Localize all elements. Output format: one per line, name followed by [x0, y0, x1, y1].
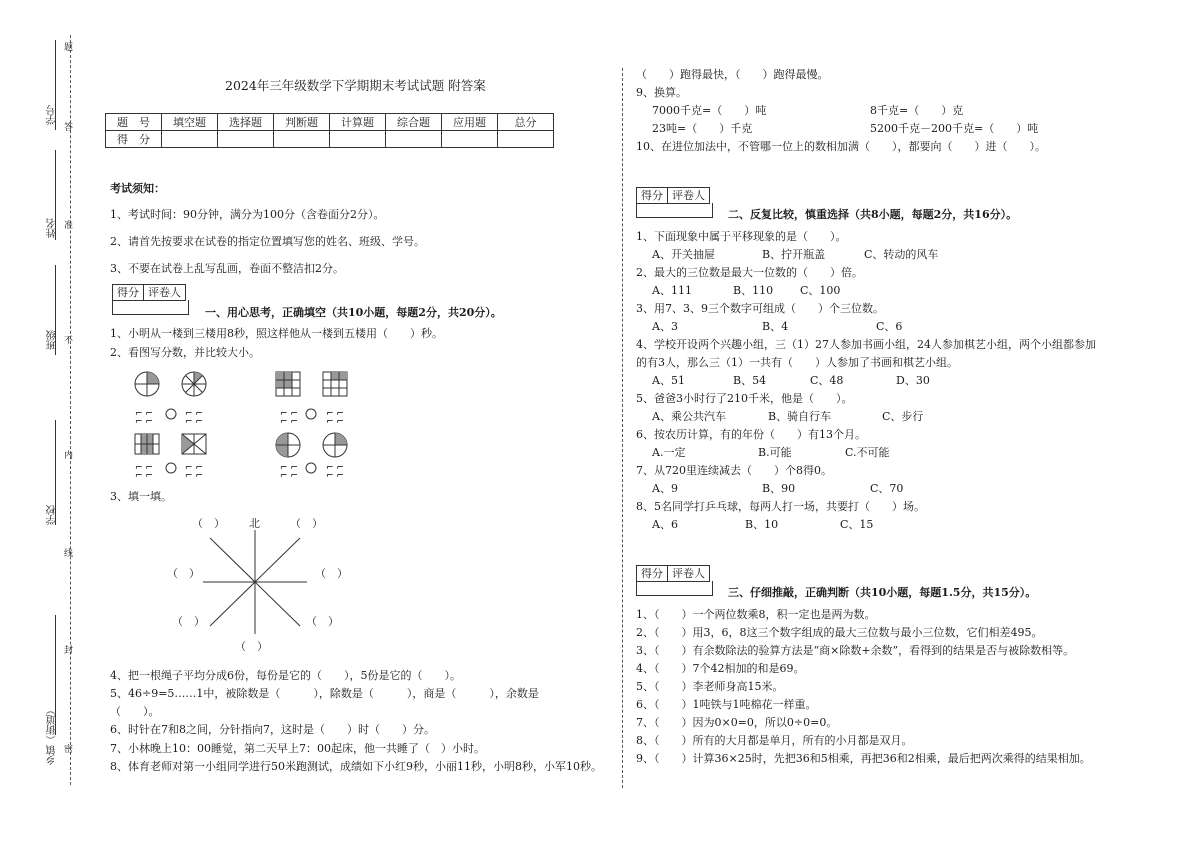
question-1-9: 9、换算。 — [636, 86, 687, 99]
fraction-grid-figure — [135, 434, 159, 454]
grader-box-input[interactable] — [636, 581, 713, 596]
conversion-item: 23吨=（ ）千克 — [652, 122, 753, 135]
grader-reviewer-label: 评卷人 — [148, 286, 181, 299]
svg-text:⌐ ⌐: ⌐ ⌐ — [185, 471, 203, 481]
grader-box-input[interactable] — [112, 300, 189, 315]
choice-option: A、9 — [652, 482, 678, 495]
choice-option: C、48 — [810, 374, 844, 387]
choice-question: 6、按农历计算，有的年份（ ）有13个月。 — [636, 428, 866, 441]
choice-question: 1、下面现象中属于平移现象的是（ ）。 — [636, 230, 847, 243]
compass-blank-ne: （ ） — [290, 517, 323, 530]
choice-question: 3、用7、3、9三个数字可组成（ ）个三位数。 — [636, 302, 884, 315]
compare-blanks — [135, 463, 344, 481]
choice-option: A、3 — [652, 320, 678, 333]
choice-option: B、54 — [733, 374, 767, 387]
svg-text:⌐ ⌐: ⌐ ⌐ — [135, 409, 153, 419]
grader-reviewer-label: 评卷人 — [672, 567, 705, 580]
page-divider — [622, 68, 623, 788]
score-header-cell: 综合题 — [386, 114, 442, 131]
compass-blank-s: （ ） — [235, 640, 268, 653]
label-school: 学校 — [47, 505, 58, 525]
score-table-score-row — [106, 131, 554, 148]
choice-option: B、90 — [762, 482, 796, 495]
compass-blank-e: （ ） — [315, 567, 348, 580]
judge-item: 7、（ ）因为0×0=0，所以0÷0=0。 — [636, 716, 838, 729]
svg-text:⌐ ⌐: ⌐ ⌐ — [326, 471, 344, 481]
score-input-cell[interactable] — [498, 131, 554, 148]
fraction-circle-figure — [276, 433, 300, 457]
choice-option: B、110 — [733, 284, 774, 297]
score-header-cell: 判断题 — [274, 114, 330, 131]
choice-option: A、乘公共汽车 — [652, 410, 726, 423]
fraction-circle-figure — [135, 372, 159, 396]
question-1-1: 1、小明从一楼到三楼用8秒，照这样他从一楼到五楼用（ ）秒。 — [110, 327, 443, 340]
margin-char-da: 答 — [64, 123, 74, 133]
choice-option: B、骑自行车 — [768, 410, 832, 423]
judge-item: 5、（ ）李老师身高15米。 — [636, 680, 784, 693]
notice-item: 2、请首先按要求在试卷的指定位置填写您的姓名、班级、学号。 — [110, 235, 425, 248]
question-1-7: 7、小林晚上10：00睡觉，第二天早上7：00起床，他一共睡了（ ）小时。 — [110, 742, 485, 755]
grader-box — [636, 565, 710, 582]
margin-char-ti: 题 — [64, 43, 74, 53]
question-1-10: 10、在进位加法中，不管哪一位上的数相加满（ ），都要向（ ）进（ ）。 — [636, 140, 1046, 153]
score-header-cell: 选择题 — [218, 114, 274, 131]
choice-option: A、开关抽屉 — [652, 248, 715, 261]
question-1-2: 2、看图写分数，并比较大小。 — [110, 346, 260, 359]
margin-char-mi: 密 — [64, 745, 74, 755]
judge-item: 9、（ ）计算36×25时，先把36和5相乘，再把36和2相乘，最后把两次乘得的结果相加。 — [636, 752, 1091, 765]
conversion-item: 5200千克－200千克=（ ）吨 — [870, 122, 1039, 135]
question-1-8-cont: （ ）跑得最快，（ ）跑得最慢。 — [636, 68, 829, 81]
choice-option: B.可能 — [758, 446, 792, 459]
score-header-cell: 总分 — [498, 114, 554, 131]
choice-option: C、70 — [870, 482, 904, 495]
svg-text:⌐ ⌐: ⌐ ⌐ — [135, 463, 153, 473]
label-student-id: 学号 — [47, 105, 58, 125]
svg-text:⌐ ⌐: ⌐ ⌐ — [135, 417, 153, 427]
score-input-cell[interactable] — [162, 131, 218, 148]
fraction-circle-figure — [182, 372, 206, 396]
fraction-rect-figure — [182, 434, 206, 454]
score-input-cell[interactable] — [330, 131, 386, 148]
question-1-5-cont: （ ）。 — [110, 705, 160, 718]
choice-option: C、6 — [876, 320, 903, 333]
svg-text:⌐ ⌐: ⌐ ⌐ — [326, 409, 344, 419]
choice-option: C.不可能 — [845, 446, 890, 459]
score-input-cell[interactable] — [386, 131, 442, 148]
fraction-grid-figure — [276, 372, 300, 396]
compass-blank-nw: （ ） — [192, 517, 225, 530]
label-name: 姓名 — [47, 218, 58, 238]
grader-score-label: 得分 — [637, 188, 668, 203]
judge-item: 4、（ ）7个42相加的和是69。 — [636, 662, 805, 675]
choice-option: B、拧开瓶盖 — [762, 248, 826, 261]
score-header-cell: 题 号 — [106, 114, 162, 131]
question-1-8: 8、体育老师对第一小组同学进行50米跑测试，成绩如下小红9秒，小丽11秒，小明8秒，小军10秒。 — [110, 760, 602, 773]
svg-text:⌐ ⌐: ⌐ ⌐ — [185, 409, 203, 419]
label-class: 班级 — [47, 330, 58, 350]
question-1-5: 5、46÷9=5……1中，被除数是（ ），除数是（ ），商是（ ），余数是 — [110, 687, 539, 700]
choice-option: A.一定 — [652, 446, 686, 459]
svg-text:⌐ ⌐: ⌐ ⌐ — [135, 471, 153, 481]
score-header-cell: 填空题 — [162, 114, 218, 131]
question-1-6: 6、时针在7和8之间，分针指向7，这时是（ ）时（ ）分。 — [110, 723, 435, 736]
choice-option: B、10 — [745, 518, 779, 531]
compass-blank-sw: （ ） — [172, 615, 205, 628]
fraction-grid-figure — [323, 372, 347, 396]
compass-blank-w: （ ） — [167, 567, 200, 580]
svg-text:⌐ ⌐: ⌐ ⌐ — [185, 417, 203, 427]
svg-text:⌐ ⌐: ⌐ ⌐ — [280, 409, 298, 419]
margin-char-nei: 内 — [64, 451, 74, 461]
grader-score-label: 得分 — [113, 285, 144, 300]
grader-box — [636, 187, 710, 204]
score-table-header-row — [106, 114, 554, 131]
notice-item: 3、不要在试卷上乱写乱画，卷面不整洁扣2分。 — [110, 262, 344, 275]
choice-option: C、转动的风车 — [864, 248, 939, 261]
choice-option: C、15 — [840, 518, 874, 531]
choice-option: A、111 — [652, 284, 692, 297]
judge-item: 1、（ ）一个两位数乘8，积一定也是两为数。 — [636, 608, 876, 621]
judge-item: 8、（ ）所有的大月都是单月，所有的小月都是双月。 — [636, 734, 913, 747]
conversion-item: 7000千克=（ ）吨 — [652, 104, 767, 117]
score-table — [105, 113, 554, 148]
score-input-cell[interactable] — [218, 131, 274, 148]
compass-diagram — [185, 530, 325, 640]
page-title: 2024年三年级数学下学期期末考试试题 附答案 — [225, 78, 486, 93]
choice-option: C、100 — [800, 284, 841, 297]
choice-option: A、51 — [652, 374, 685, 387]
score-input-cell[interactable] — [274, 131, 330, 148]
grader-box-input[interactable] — [636, 203, 713, 218]
choice-question-cont: 的有3人，那么三（1）一共有（ ）人参加了书画和棋艺小组。 — [636, 356, 958, 369]
choice-option: C、步行 — [882, 410, 924, 423]
judge-item: 3、（ ）有余数除法的验算方法是“商×除数+余数”，看得到的结果是否与被除数相等。 — [636, 644, 1075, 657]
section3-heading: 三、仔细推敲，正确判断（共10小题，每题1.5分，共15分）。 — [728, 586, 1037, 599]
judge-item: 6、（ ）1吨铁与1吨棉花一样重。 — [636, 698, 817, 711]
choice-question: 5、爸爸3小时行了210千米，他是（ ）。 — [636, 392, 853, 405]
grader-box — [112, 284, 186, 301]
fraction-figures — [130, 370, 370, 480]
compass-blank-se: （ ） — [306, 615, 339, 628]
section1-heading: 一、用心思考，正确填空（共10小题，每题2分，共20分）。 — [205, 306, 502, 319]
score-header-cell: 计算题 — [330, 114, 386, 131]
notice-heading: 考试须知： — [110, 182, 165, 195]
svg-text:⌐ ⌐: ⌐ ⌐ — [280, 463, 298, 473]
compass-north-label: 北 — [249, 517, 260, 530]
question-1-4: 4、把一根绳子平均分成6份，每份是它的（ ），5份是它的（ ）。 — [110, 669, 461, 682]
conversion-item: 8千克=（ ）克 — [870, 104, 964, 117]
grader-score-label: 得分 — [637, 566, 668, 581]
choice-option: B、4 — [762, 320, 789, 333]
margin-char-feng: 封 — [64, 646, 74, 656]
cut-line — [70, 35, 71, 785]
margin-char-bu: 不 — [64, 336, 74, 346]
grader-reviewer-label: 评卷人 — [672, 189, 705, 202]
svg-text:⌐ ⌐: ⌐ ⌐ — [326, 417, 344, 427]
choice-question: 7、从720里连续减去（ ）个8得0。 — [636, 464, 832, 477]
svg-text:⌐ ⌐: ⌐ ⌐ — [326, 463, 344, 473]
score-label-cell: 得 分 — [106, 131, 162, 148]
svg-text:⌐ ⌐: ⌐ ⌐ — [280, 471, 298, 481]
score-header-cell: 应用题 — [442, 114, 498, 131]
judge-item: 2、（ ）用3，6，8这三个数字组成的最大三位数与最小三位数，它们相差495。 — [636, 626, 1043, 639]
choice-option: A、6 — [652, 518, 678, 531]
choice-question: 2、最大的三位数是最大一位数的（ ）倍。 — [636, 266, 863, 279]
fraction-circle-figure — [323, 433, 347, 457]
margin-char-zhun: 准 — [64, 221, 74, 231]
svg-text:⌐ ⌐: ⌐ ⌐ — [280, 417, 298, 427]
notice-item: 1、考试时间：90分钟，满分为100分（含卷面分2分）。 — [110, 208, 385, 221]
question-1-3: 3、填一填。 — [110, 490, 172, 503]
section2-heading: 二、反复比较，慎重选择（共8小题，每题2分，共16分）。 — [728, 208, 1018, 221]
compare-blanks — [135, 409, 344, 427]
label-town: 乡镇（街道） — [47, 705, 58, 765]
margin-char-xian: 线 — [64, 549, 74, 559]
score-input-cell[interactable] — [442, 131, 498, 148]
choice-question: 4、学校开设两个兴趣小组，三（1）27人参加书画小组，24人参加棋艺小组，两个小组都参加 — [636, 338, 1096, 351]
choice-question: 8、5名同学打乒乓球，每两人打一场，共要打（ ）场。 — [636, 500, 925, 513]
svg-text:⌐ ⌐: ⌐ ⌐ — [185, 463, 203, 473]
choice-option: D、30 — [896, 374, 930, 387]
